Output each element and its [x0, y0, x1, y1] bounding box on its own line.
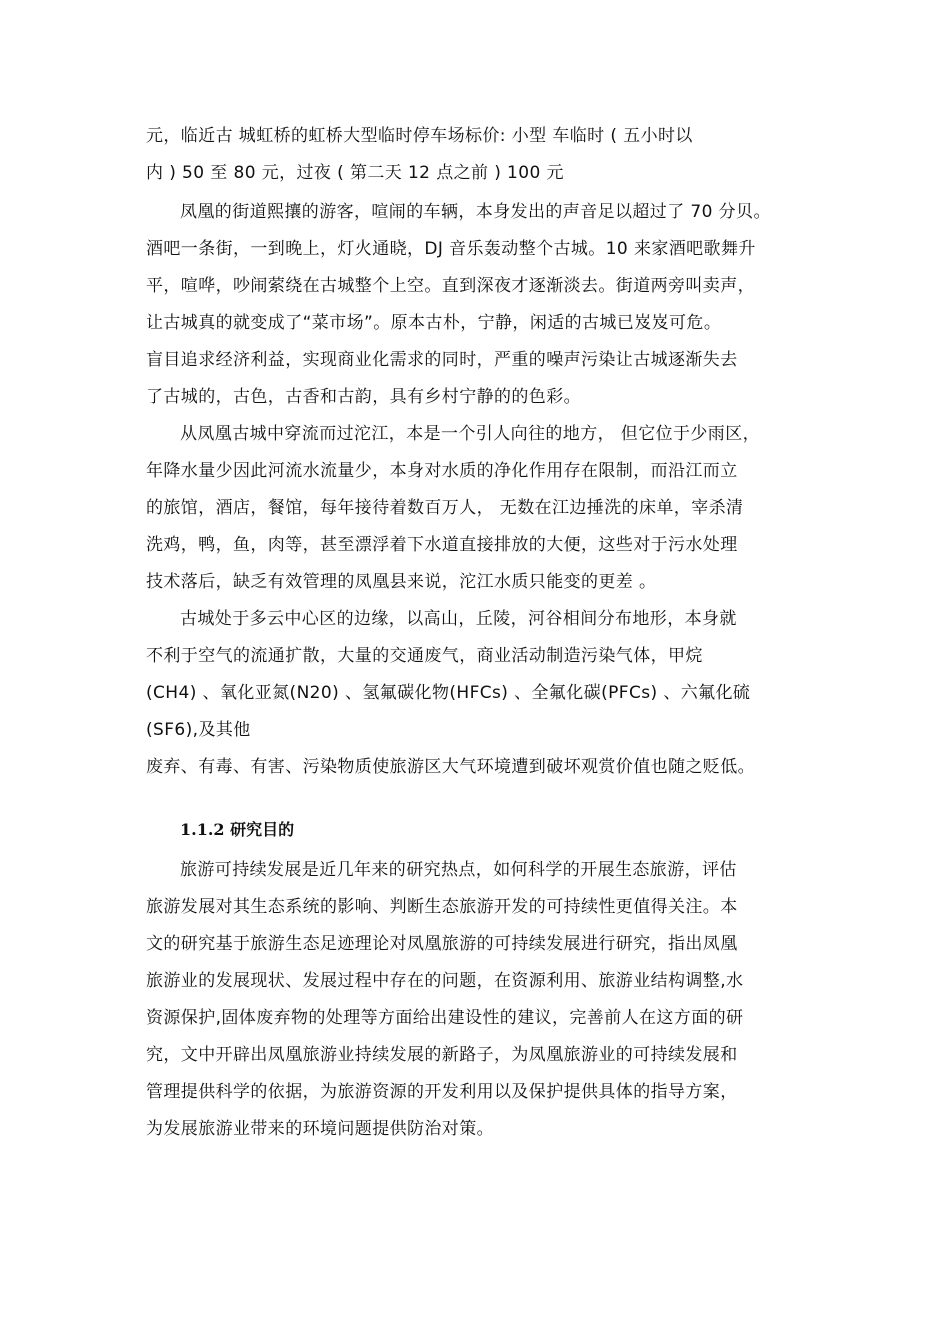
paragraph-4-line-3: (CH4) 、氧化亚氮(N20) 、氢氟碳化物(HFCs) 、全氟化碳(PFCs) 、六氟化硫 [146, 683, 751, 703]
paragraph-4-line-5: 废弃、有毒、有害、污染物质使旅游区大气环境遭到破坏观赏价值也随之贬低。 [146, 757, 755, 777]
section-paragraph-line-1: 旅游可持续发展是近几年来的研究热点，如何科学的开展生态旅游，评估 [180, 860, 737, 880]
paragraph-3-line-2: 年降水量少因此河流水流量少，本身对水质的净化作用存在限制，而沿江而立 [146, 461, 738, 481]
paragraph-3-line-4: 洗鸡，鸭，鱼，肉等，甚至漂浮着下水道直接排放的大便，这些对于污水处理 [146, 535, 738, 555]
section-paragraph-line-4: 旅游业的发展现状、发展过程中存在的问题，在资源利用、旅游业结构调整,水 [146, 971, 744, 991]
paragraph-1-line-1: 元，临近古 城虹桥的虹桥大型临时停车场标价: 小型 车临时 ( 五小时以 [146, 126, 693, 146]
section-title: 研究目的 [230, 820, 295, 839]
paragraph-4-line-1: 古城处于多云中心区的边缘，以高山，丘陵，河谷相间分布地形，本身就 [180, 609, 737, 629]
paragraph-1-line-2: 内 ) 50 至 80 元，过夜 ( 第二天 12 点之前 ) 100 元 [146, 163, 564, 183]
paragraph-2-line-6: 了古城的，古色，古香和古韵，具有乡村宁静的的色彩。 [146, 387, 581, 407]
paragraph-2-line-4: 让古城真的就变成了“菜市场”。原本古朴，宁静，闲适的古城已岌岌可危。 [146, 313, 722, 333]
section-paragraph-line-6: 究，文中开辟出凤凰旅游业持续发展的新路子，为凤凰旅游业的可持续发展和 [146, 1045, 738, 1065]
paragraph-3-line-1: 从凤凰古城中穿流而过沱江，本是一个引人向往的地方， 但它位于少雨区， [180, 424, 761, 444]
paragraph-2-line-5: 盲目追求经济利益，实现商业化需求的同时，严重的噪声污染让古城逐渐失去 [146, 350, 738, 370]
section-paragraph-line-3: 文的研究基于旅游生态足迹理论对凤凰旅游的可持续发展进行研究，指出凤凰 [146, 934, 738, 954]
paragraph-2-line-3: 平，喧哗，吵闹萦绕在古城整个上空。直到深夜才逐渐淡去。街道两旁叫卖声， [146, 276, 755, 296]
paragraph-3-line-5: 技术落后，缺乏有效管理的凤凰县来说，沱江水质只能变的更差 。 [146, 572, 657, 592]
paragraph-2-line-1: 凤凰的街道熙攘的游客，喧闹的车辆，本身发出的声音足以超过了 70 分贝。 [180, 202, 771, 222]
paragraph-4-line-4: (SF6),及其他 [146, 720, 251, 740]
section-paragraph-line-8: 为发展旅游业带来的环境问题提供防治对策。 [146, 1119, 494, 1139]
paragraph-4-line-2: 不利于空气的流通扩散，大量的交通废气，商业活动制造污染气体，甲烷 [146, 646, 703, 666]
section-heading [180, 818, 294, 842]
paragraph-3-line-3: 的旅馆，酒店，餐馆，每年接待着数百万人， 无数在江边捶洗的床单，宰杀清 [146, 498, 744, 518]
section-paragraph-line-5: 资源保护,固体废弃物的处理等方面给出建设性的建议，完善前人在这方面的研 [146, 1008, 744, 1028]
paragraph-2-line-2: 酒吧一条街，一到晚上，灯火通晓，DJ 音乐轰动整个古城。10 来家酒吧歌舞升 [146, 239, 756, 259]
section-paragraph-line-7: 管理提供科学的依据，为旅游资源的开发利用以及保护提供具体的指导方案， [146, 1082, 738, 1102]
section-paragraph-line-2: 旅游发展对其生态系统的影响、判断生态旅游开发的可持续性更值得关注。本 [146, 897, 738, 917]
section-number: 1.1.2 [180, 820, 225, 839]
